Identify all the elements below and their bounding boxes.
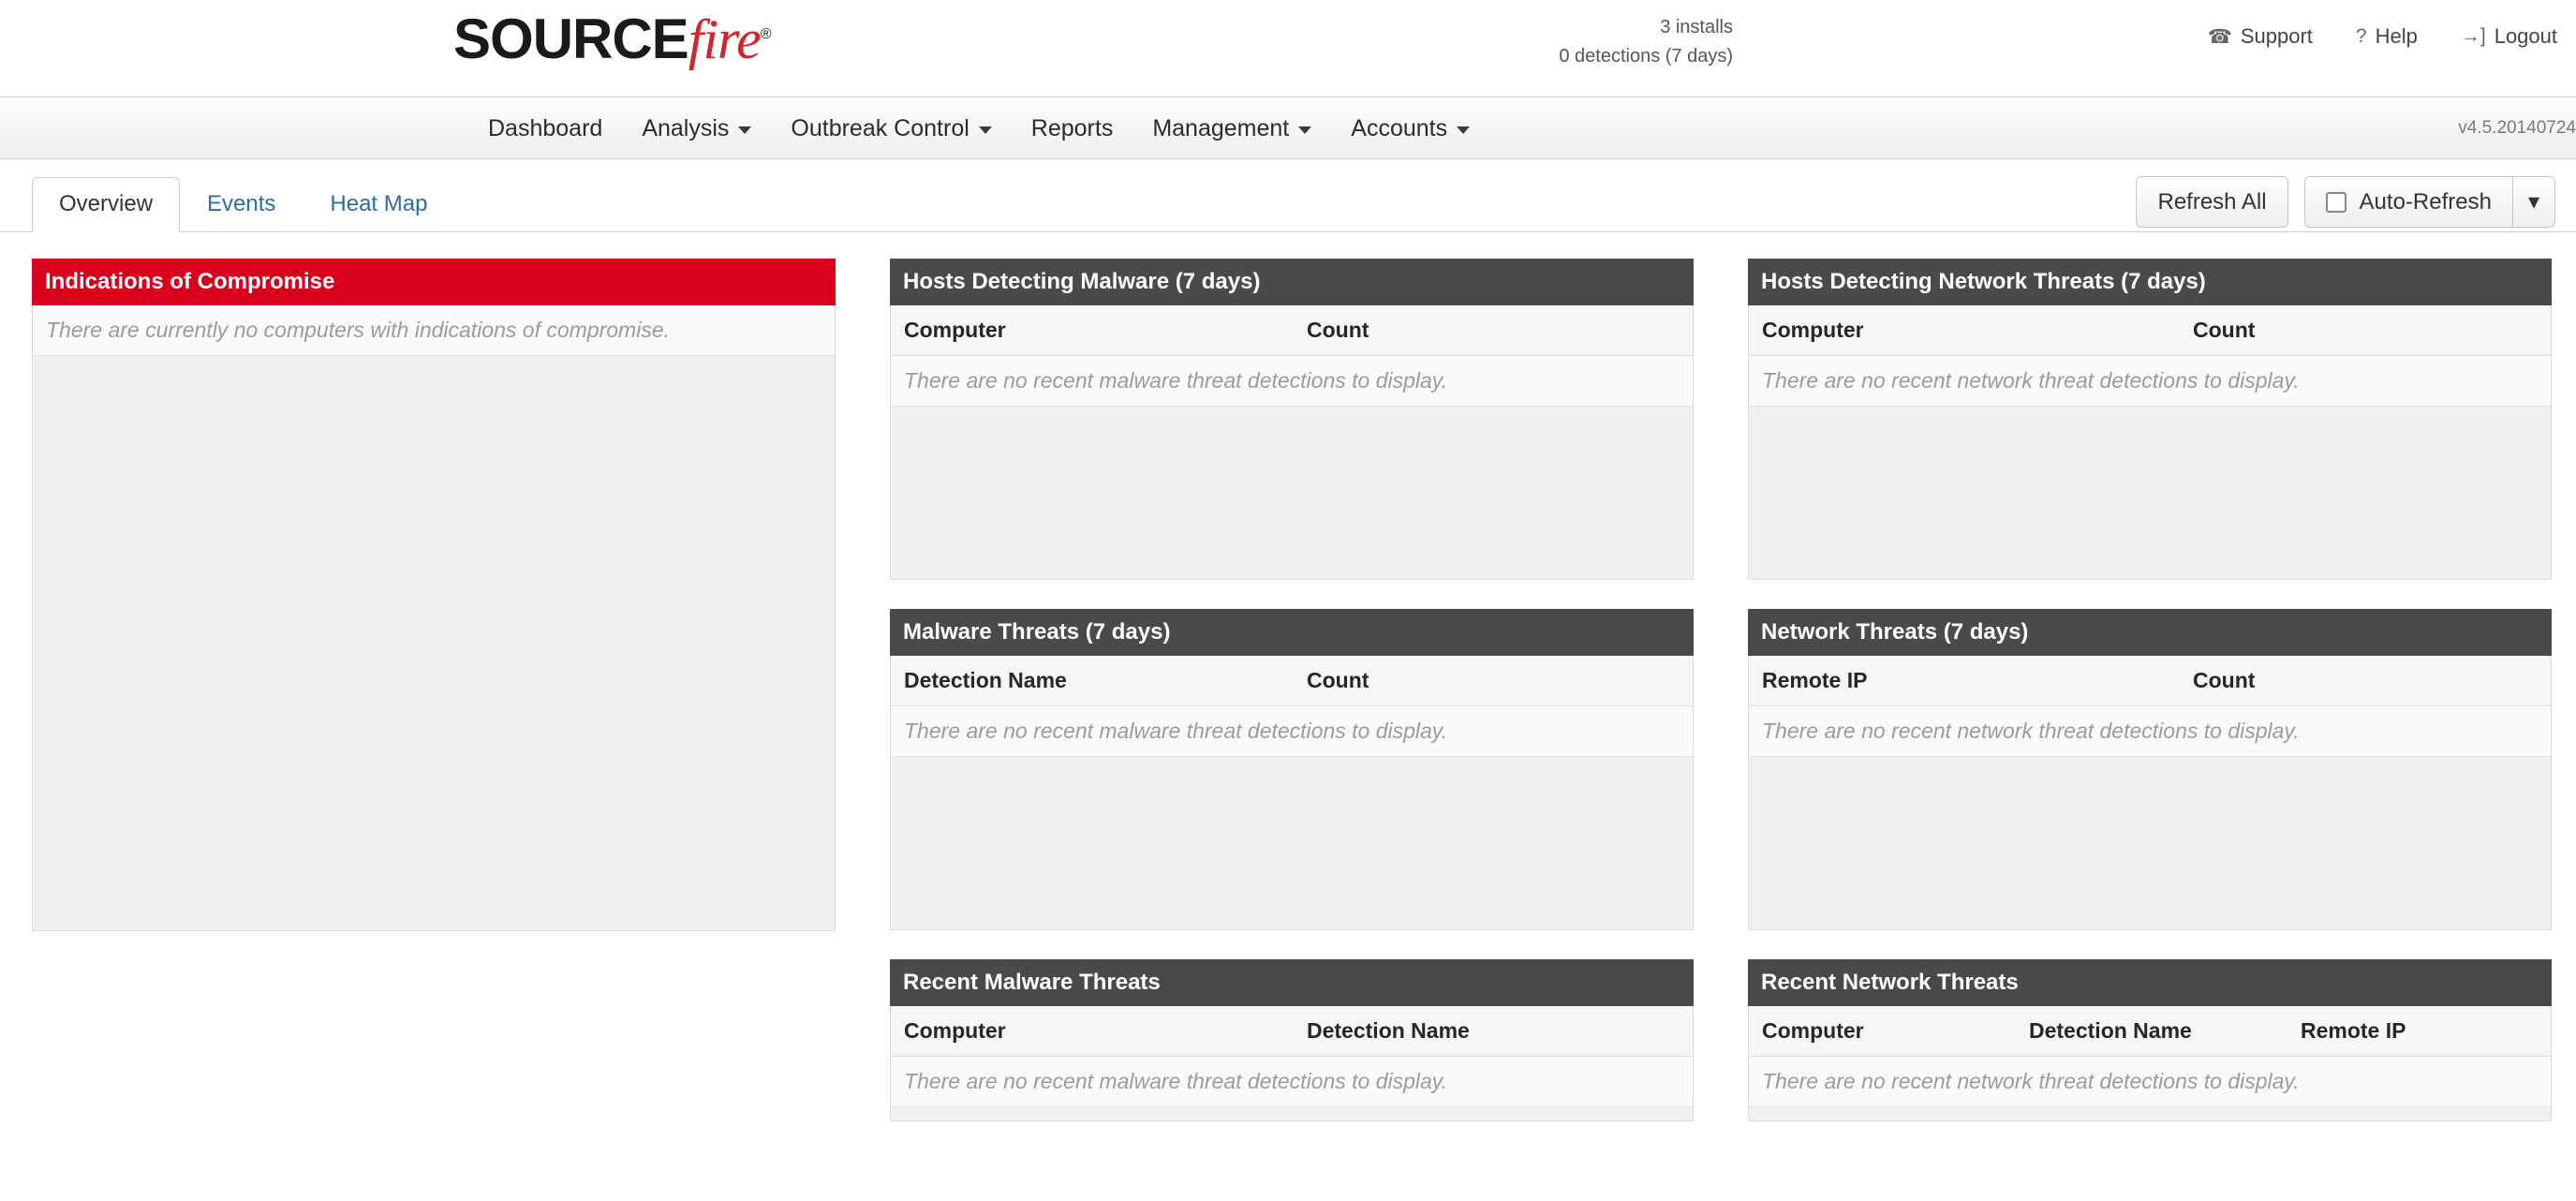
nav-item-dashboard[interactable] xyxy=(468,97,622,159)
nav-item-accounts[interactable] xyxy=(1331,97,1489,159)
table-header xyxy=(891,305,1693,356)
auto-refresh-toggle[interactable] xyxy=(2304,176,2512,228)
help-link-label: Help xyxy=(2375,24,2418,48)
panel-recent-malware-threats xyxy=(890,959,1694,1121)
logout-link[interactable] xyxy=(2461,24,2557,49)
chevron-down-icon xyxy=(979,126,992,134)
tab-label: Overview xyxy=(59,191,154,217)
column-header: Count xyxy=(1307,668,1369,692)
nav-item-label: Dashboard xyxy=(488,114,603,141)
panel-body xyxy=(1748,1006,2552,1121)
panel-recent-network-threats xyxy=(1748,959,2552,1121)
refresh-all-button[interactable] xyxy=(2136,176,2287,228)
column-header: Count xyxy=(2193,318,2256,342)
column-middle xyxy=(890,259,1694,1150)
panel-title: Network Threats (7 days) xyxy=(1748,609,2552,656)
panel-body xyxy=(890,305,1694,580)
column-header: Computer xyxy=(1762,318,1864,342)
logo-text-source: SOURCE xyxy=(453,7,688,70)
column-header: Remote IP xyxy=(2301,1018,2406,1043)
logout-icon: →] xyxy=(2460,25,2486,47)
nav-item-label: Analysis xyxy=(642,114,730,141)
nav-item-reports[interactable] xyxy=(1012,97,1133,159)
tab-events[interactable] xyxy=(180,177,303,232)
nav-item-label: Reports xyxy=(1030,114,1114,141)
empty-message: There are no recent network threat detections to display. xyxy=(1749,706,2551,757)
help-link[interactable] xyxy=(2356,24,2418,49)
dashboard-content xyxy=(0,232,2576,1201)
panel-body xyxy=(1748,305,2552,580)
panel-hosts-detecting-network-threats xyxy=(1748,259,2552,580)
nav-item-label: Outbreak Control xyxy=(791,114,970,141)
auto-refresh-label: Auto-Refresh xyxy=(2359,188,2492,215)
table-header xyxy=(891,656,1693,706)
panel-body xyxy=(1748,656,2552,930)
chevron-down-icon xyxy=(738,126,751,134)
panel-title: Recent Network Threats xyxy=(1748,959,2552,1006)
tab-heat-map[interactable] xyxy=(303,177,454,232)
main-navigation xyxy=(0,97,2576,159)
installs-count: 3 installs xyxy=(1660,17,1733,37)
detections-count: 0 detections (7 days) xyxy=(1559,46,1733,67)
logout-link-label: Logout xyxy=(2494,24,2557,48)
column-left xyxy=(32,259,836,960)
sourcefire-logo[interactable] xyxy=(453,7,771,70)
nav-item-management[interactable] xyxy=(1133,97,1331,159)
refresh-all-label: Refresh All xyxy=(2157,188,2267,215)
panel-hosts-detecting-malware xyxy=(890,259,1694,580)
nav-item-outbreak-control[interactable] xyxy=(771,97,1011,159)
support-link[interactable] xyxy=(2208,24,2313,49)
nav-item-analysis[interactable] xyxy=(622,97,771,159)
tab-label: Events xyxy=(207,191,276,217)
column-header: Computer xyxy=(904,318,1006,342)
tab-label: Heat Map xyxy=(330,191,428,217)
install-stats xyxy=(1452,13,1733,71)
panel-title: Malware Threats (7 days) xyxy=(890,609,1694,656)
table-header xyxy=(891,1006,1693,1057)
table-header xyxy=(1749,656,2551,706)
column-header: Detection Name xyxy=(2029,1018,2192,1043)
empty-message: There are no recent malware threat detections to display. xyxy=(891,1057,1693,1107)
panel-body xyxy=(32,305,836,931)
support-link-label: Support xyxy=(2240,24,2313,48)
panel-body xyxy=(890,1006,1694,1121)
column-header: Computer xyxy=(1762,1018,1864,1043)
chevron-down-icon xyxy=(1457,126,1470,134)
panel-network-threats xyxy=(1748,609,2552,930)
phone-icon: ☎ xyxy=(2207,25,2232,48)
column-header: Detection Name xyxy=(1307,1018,1470,1043)
panel-malware-threats xyxy=(890,609,1694,930)
tab-actions xyxy=(2136,176,2555,228)
tabs-row xyxy=(0,159,2576,232)
top-links xyxy=(2208,24,2557,49)
column-header: Detection Name xyxy=(904,668,1067,692)
panel-title: Hosts Detecting Network Threats (7 days) xyxy=(1748,259,2552,305)
auto-refresh-checkbox[interactable] xyxy=(2326,192,2347,213)
table-header xyxy=(1749,1006,2551,1057)
chevron-down-icon: ▾ xyxy=(2527,189,2539,215)
auto-refresh-dropdown-button[interactable] xyxy=(2512,176,2555,228)
nav-items xyxy=(468,97,1489,159)
nav-item-label: Management xyxy=(1152,114,1290,141)
panel-title: Recent Malware Threats xyxy=(890,959,1694,1006)
version-label: v4.5.20140724 xyxy=(2458,118,2576,138)
logo-text-fire: fire xyxy=(688,8,761,70)
column-header: Computer xyxy=(904,1018,1006,1043)
nav-item-label: Accounts xyxy=(1351,114,1448,141)
empty-message: There are no recent malware threat detections to display. xyxy=(891,706,1693,757)
logo-registered-mark: ® xyxy=(760,26,771,42)
empty-message: There are currently no computers with indications of compromise. xyxy=(33,305,835,356)
panel-indications-of-compromise xyxy=(32,259,836,931)
dashboard-tabs xyxy=(32,177,454,232)
empty-message: There are no recent malware threat detections to display. xyxy=(891,356,1693,407)
tab-overview[interactable] xyxy=(32,177,180,232)
table-header xyxy=(1749,305,2551,356)
empty-message: There are no recent network threat detections to display. xyxy=(1749,356,2551,407)
panel-body xyxy=(890,656,1694,930)
chevron-down-icon xyxy=(1298,126,1311,134)
column-header: Remote IP xyxy=(1762,668,1868,692)
column-right xyxy=(1748,259,2552,1150)
empty-message: There are no recent network threat detections to display. xyxy=(1749,1057,2551,1107)
top-bar xyxy=(0,0,2576,97)
column-header: Count xyxy=(2193,668,2256,692)
question-icon: ? xyxy=(2355,25,2367,47)
auto-refresh-group xyxy=(2304,176,2555,228)
panel-title: Indications of Compromise xyxy=(32,259,836,305)
panel-title: Hosts Detecting Malware (7 days) xyxy=(890,259,1694,305)
column-header: Count xyxy=(1307,318,1369,342)
